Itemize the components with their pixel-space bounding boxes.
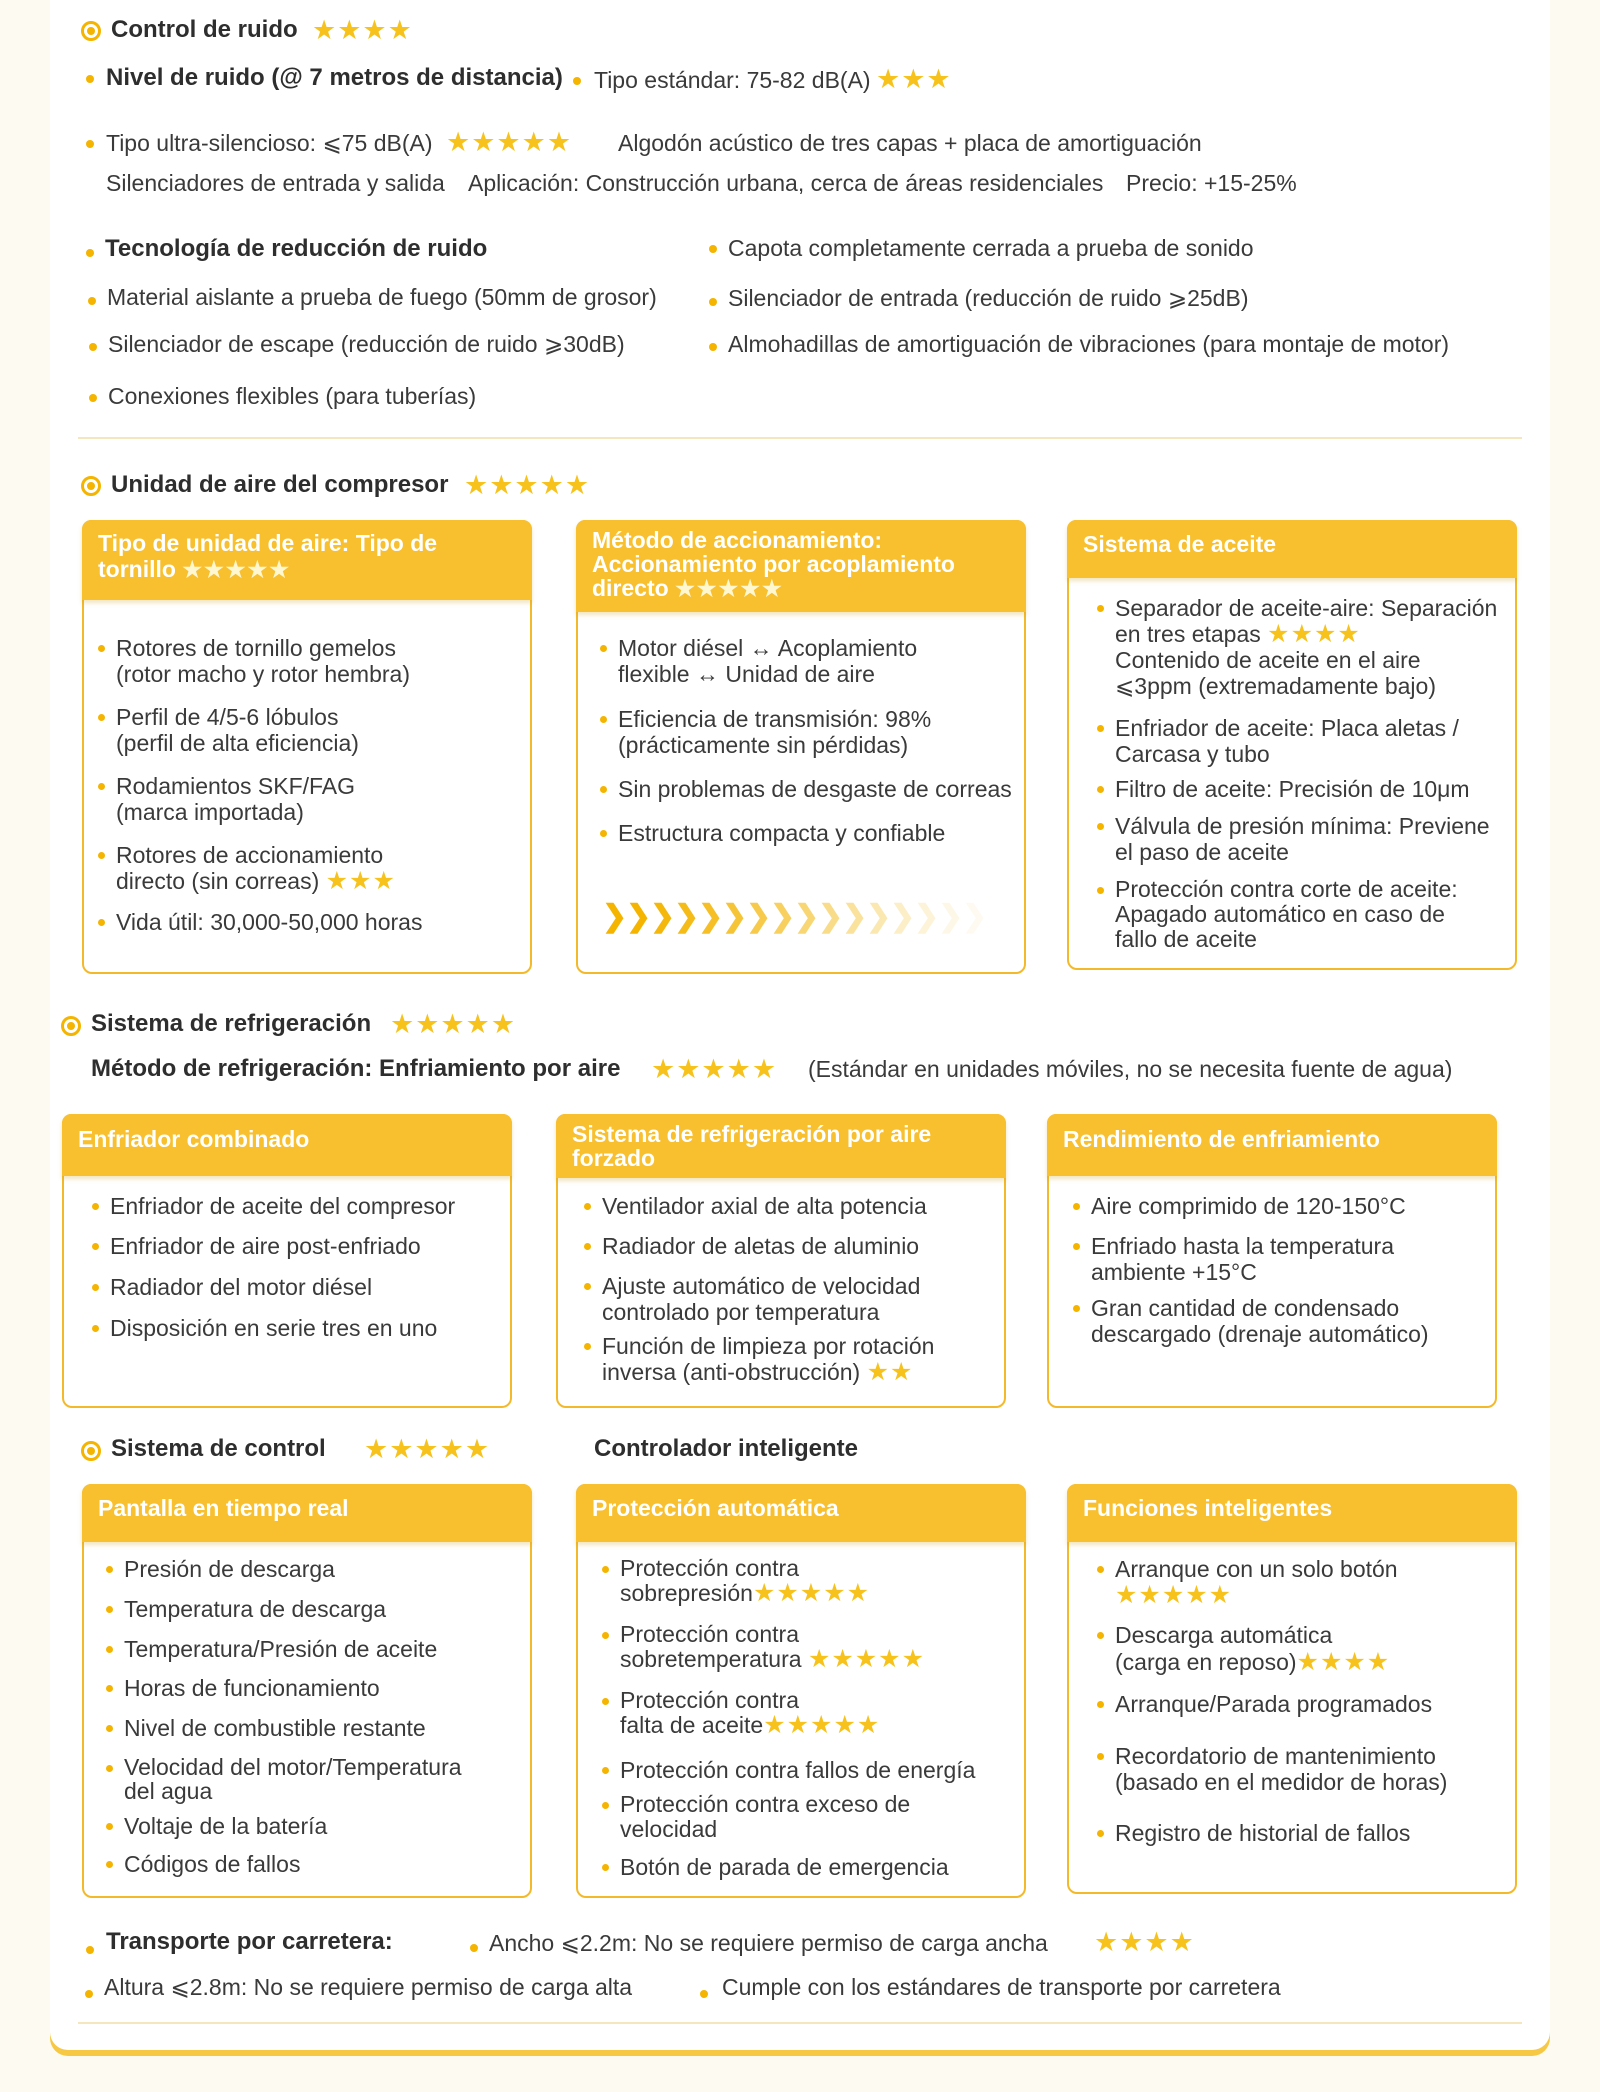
noise-application: Aplicación: Construcción urbana, cerca de áreas residenciales xyxy=(468,170,1104,196)
bullet-dot xyxy=(573,77,581,85)
list-item: Rotores de tornillo gemelos (rotor macho y rotor hembra) xyxy=(116,635,410,687)
list-item: Horas de funcionamiento xyxy=(124,1675,380,1701)
noise-tech-item: Material aislante a prueba de fuego (50mm de grosor) xyxy=(107,284,657,310)
list-item: Motor diésel ↔ Acoplamiento flexible ↔ Unidad de aire xyxy=(618,635,917,687)
cooling-method-stars: ★★★★★ xyxy=(651,1054,778,1084)
noise-tech-item: Capota completamente cerrada a prueba de sonido xyxy=(728,235,1254,261)
list-item: Descarga automática (carga en reposo)★★★★ xyxy=(1115,1622,1390,1676)
list-item: Registro de historial de fallos xyxy=(1115,1820,1410,1846)
list-item: Presión de descarga xyxy=(124,1556,335,1582)
bullet-dot xyxy=(709,343,717,351)
list-item: Botón de parada de emergencia xyxy=(620,1854,949,1880)
item-stars: ★★★★ xyxy=(1267,620,1361,648)
list-item: Eficiencia de transmisión: 98% (prácticamente sin pérdidas) xyxy=(618,706,931,758)
list-item: Enfriador de aceite: Placa aletas / Carcasa y tubo xyxy=(1115,715,1459,767)
air-unit-stars: ★★★★★ xyxy=(464,470,591,500)
noise-standard-stars: ★★★ xyxy=(876,64,952,94)
list-item: Protección contra exceso de velocidad xyxy=(620,1792,910,1842)
section-bullet-icon xyxy=(61,1016,81,1036)
list-item: Ventilador axial de alta potencia xyxy=(602,1193,927,1219)
bullet-dot xyxy=(86,249,94,257)
list-item: Nivel de combustible restante xyxy=(124,1715,426,1741)
noise-title: Control de ruido xyxy=(111,16,298,43)
item-stars: ★★★★★ xyxy=(752,1579,871,1607)
card-header-line: directo ★★★★★ xyxy=(592,575,784,601)
list-item: Sin problemas de desgaste de correas xyxy=(618,776,1012,802)
item-stars: ★★★★★ xyxy=(807,1645,925,1673)
noise-silencers: Silenciadores de entrada y salida xyxy=(106,170,445,196)
card-header-line: Pantalla en tiempo real xyxy=(98,1495,349,1521)
list-item: Enfriador de aceite del compresor xyxy=(110,1193,455,1219)
item-stars: ★★★★★ xyxy=(763,1711,881,1739)
noise-ultra-stars: ★★★★★ xyxy=(446,127,573,157)
control-subtitle: Controlador inteligente xyxy=(594,1435,858,1462)
list-item: Aire comprimido de 120-150°C xyxy=(1091,1193,1406,1219)
bullet-dot xyxy=(86,140,94,148)
cooling-title: Sistema de refrigeración xyxy=(91,1010,372,1037)
card-header-line: Sistema de refrigeración por aire xyxy=(572,1121,932,1147)
list-item: Filtro de aceite: Precisión de 10μm xyxy=(1115,776,1470,802)
transport-height: Altura ⩽2.8m: No se requiere permiso de carga alta xyxy=(104,1974,633,2000)
bullet-dot xyxy=(89,394,97,402)
list-item: Temperatura/Presión de aceite xyxy=(124,1636,437,1662)
noise-tech-item: Silenciador de entrada (reducción de ruido ⩾25dB) xyxy=(728,285,1249,311)
transport-label: Transporte por carretera: xyxy=(106,1928,393,1955)
list-item: Ajuste automático de velocidad controlado por temperatura xyxy=(602,1273,920,1325)
card-header-line: forzado xyxy=(572,1145,656,1171)
item-stars: ★★ xyxy=(866,1358,914,1386)
item-stars: ★★★★ xyxy=(1296,1648,1391,1676)
card-header xyxy=(1047,1114,1497,1176)
noise-standard: Tipo estándar: 75-82 dB(A) xyxy=(594,67,871,93)
list-item: Estructura compacta y confiable xyxy=(618,820,945,846)
control-stars: ★★★★★ xyxy=(364,1434,491,1464)
bullet-dot xyxy=(709,245,717,253)
bullet-dot xyxy=(470,1944,478,1952)
card-header xyxy=(62,1114,512,1176)
bullet-dot xyxy=(88,297,96,305)
noise-ultra: Tipo ultra-silencioso: ⩽75 dB(A) xyxy=(106,130,433,156)
noise-tech-item: Silenciador de escape (reducción de ruido ⩾30dB) xyxy=(108,331,625,357)
card-header-line: Accionamiento por acoplamiento xyxy=(592,551,955,577)
list-item: Protección contra fallos de energía xyxy=(620,1757,975,1783)
cooling-performance-card xyxy=(1047,1114,1497,1408)
realtime-display-card xyxy=(82,1484,532,1898)
list-item: Separador de aceite-aire: Separación en tres etapas ★★★★ Contenido de aceite en el aire ⩽3ppm (extremadamente bajo) xyxy=(1115,595,1497,699)
list-item: Función de limpieza por rotación inversa (anti-obstrucción) ★★ xyxy=(602,1333,934,1385)
air-unit-title: Unidad de aire del compresor xyxy=(111,471,449,498)
list-item: Radiador de aletas de aluminio xyxy=(602,1233,919,1259)
noise-price: Precio: +15-25% xyxy=(1126,170,1297,196)
bullet-dot xyxy=(86,75,94,83)
control-title: Sistema de control xyxy=(111,1435,326,1462)
card-header-line: Método de accionamiento: xyxy=(592,527,883,553)
card-header xyxy=(1067,1484,1517,1542)
header-stars: ★★★★★ xyxy=(675,576,784,601)
bullet-dot xyxy=(86,1946,94,1954)
chevron-arrows-icon: ❯ ❯ ❯ ❯ ❯ ❯ ❯ ❯ ❯ ❯ ❯ ❯ ❯ ❯ ❯ ❯ xyxy=(602,900,988,933)
list-item: Gran cantidad de condensado descargado (drenaje automático) xyxy=(1091,1295,1429,1347)
noise-ultra-detail: Algodón acústico de tres capas + placa de amortiguación xyxy=(618,130,1202,156)
forced-air-card xyxy=(556,1114,1006,1408)
combined-cooler-card xyxy=(62,1114,512,1408)
list-item: Velocidad del motor/Temperatura del agua xyxy=(124,1755,462,1803)
section-divider xyxy=(78,2022,1522,2024)
list-item: Radiador del motor diésel xyxy=(110,1274,372,1300)
list-item: Disposición en serie tres en uno xyxy=(110,1315,437,1341)
card-header-line: Funciones inteligentes xyxy=(1083,1495,1333,1521)
noise-tech-item: Almohadillas de amortiguación de vibraciones (para montaje de motor) xyxy=(728,331,1450,357)
item-stars: ★★★★★ xyxy=(1115,1581,1233,1609)
list-item: Arranque con un solo botón ★★★★★ xyxy=(1115,1556,1398,1608)
card-header-line: Rendimiento de enfriamiento xyxy=(1063,1126,1380,1152)
cooling-stars: ★★★★★ xyxy=(390,1009,517,1039)
oil-system-card xyxy=(1067,520,1517,970)
list-item: Enfriado hasta la temperatura ambiente +15°C xyxy=(1091,1233,1394,1285)
auto-protection-card xyxy=(576,1484,1026,1898)
list-item: Temperatura de descarga xyxy=(124,1596,386,1622)
card-header-line: Enfriador combinado xyxy=(78,1126,310,1152)
bullet-dot xyxy=(700,1990,708,1998)
card-header-line: Tipo de unidad de aire: Tipo de xyxy=(98,530,438,556)
bullet-dot xyxy=(709,298,717,306)
section-bullet-icon xyxy=(81,21,101,41)
list-item: Protección contra falta de aceite★★★★★ xyxy=(620,1688,880,1738)
section-bullet-icon xyxy=(81,1441,101,1461)
section-bullet-icon xyxy=(81,476,101,496)
section-divider xyxy=(78,437,1522,439)
noise-stars: ★★★★ xyxy=(312,15,413,45)
list-item: Perfil de 4/5-6 lóbulos (perfil de alta eficiencia) xyxy=(116,704,359,756)
item-stars: ★★★ xyxy=(325,867,396,895)
card-header xyxy=(556,1114,1006,1178)
card-header xyxy=(1067,520,1517,578)
air-type-card xyxy=(82,520,532,974)
list-item: Rotores de accionamiento directo (sin correas) ★★★ xyxy=(116,842,396,894)
bullet-dot xyxy=(89,343,97,351)
transport-width-stars: ★★★★ xyxy=(1094,1927,1195,1957)
cooling-method-note: (Estándar en unidades móviles, no se necesita fuente de agua) xyxy=(808,1056,1453,1082)
card-header xyxy=(82,1484,532,1542)
list-item: Protección contra sobrepresión★★★★★ xyxy=(620,1556,870,1606)
list-item: Arranque/Parada programados xyxy=(1115,1691,1432,1717)
list-item: Protección contra corte de aceite: Apagado automático en caso de fallo de aceite xyxy=(1115,877,1458,952)
list-item: Vida útil: 30,000-50,000 horas xyxy=(116,909,422,935)
card-header-line: Sistema de aceite xyxy=(1083,531,1277,557)
list-item: Rodamientos SKF/FAG (marca importada) xyxy=(116,773,355,825)
list-item: Códigos de fallos xyxy=(124,1851,300,1877)
card-header xyxy=(576,1484,1026,1542)
card-header xyxy=(82,520,532,600)
card-header xyxy=(576,520,1026,612)
list-item: Voltaje de la batería xyxy=(124,1813,327,1839)
list-item: Recordatorio de mantenimiento (basado en el medidor de horas) xyxy=(1115,1743,1447,1795)
list-item: Válvula de presión mínima: Previene el paso de aceite xyxy=(1115,813,1490,865)
bullet-dot xyxy=(85,1990,93,1998)
card-header-line: tornillo ★★★★★ xyxy=(98,556,291,582)
card-header-line: Protección automática xyxy=(592,1495,839,1521)
transport-width: Ancho ⩽2.2m: No se requiere permiso de carga ancha xyxy=(489,1930,1048,1956)
transport-standards: Cumple con los estándares de transporte por carretera xyxy=(722,1974,1281,2000)
noise-tech-title: Tecnología de reducción de ruido xyxy=(105,235,488,262)
cooling-method: Método de refrigeración: Enfriamiento por aire xyxy=(91,1055,621,1082)
list-item: Protección contra sobretemperatura ★★★★★ xyxy=(620,1622,925,1672)
smart-functions-card xyxy=(1067,1484,1517,1894)
header-stars: ★★★★★ xyxy=(182,557,291,582)
drive-method-card xyxy=(576,520,1026,974)
noise-level-label: Nivel de ruido (@ 7 metros de distancia) xyxy=(106,64,563,91)
list-item: Enfriador de aire post-enfriado xyxy=(110,1233,421,1259)
noise-tech-item: Conexiones flexibles (para tuberías) xyxy=(108,383,477,409)
